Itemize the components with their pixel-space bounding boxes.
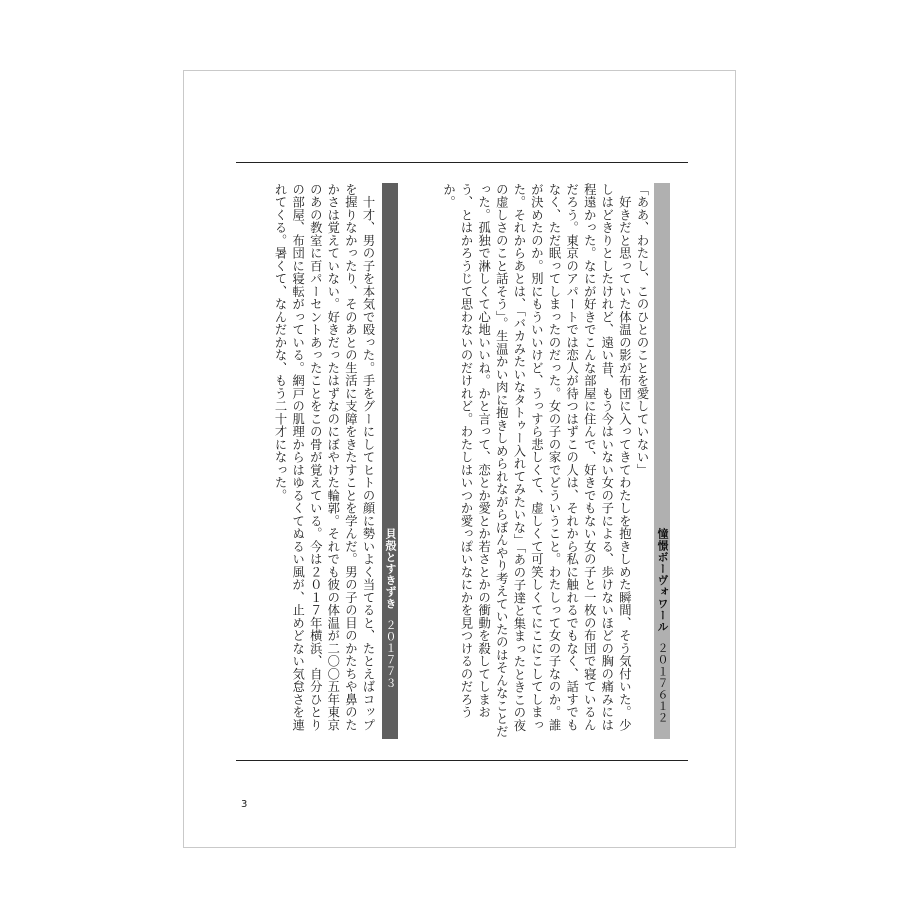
section-body [424, 183, 650, 739]
paragraph: 好きだと思っていた体温の影が布団に入ってきてわたしを抱きしめた瞬間、そう気付いた。少しはどきりとしたけれど、遠い昔、もう今はいない女の子による、歩けないほどの胸の痛みには程遠かった。なにが好きでこんな部屋に住んで、好きでもない女の子と一枚の布団で寝ているんだろう。東京のアパートでは恋人が待つはずこの人は、それから私に触れるでもなく、話すでもなく、ただ眠ってしまったのだった。女の子の家でどういうこと。わたしって女の子なのか。誰が決めたのか。別にもういいけど、うっすら悲しくて、虚しくて可笑しくてにこにこしてしまった。それからあとは、「バカみたいなタトゥー入れてみたいな」「あの子達と集まったときこの夜の虚しさのこと話そう」。生温かい肉に抱きしめられながらぼんやり考えていたのはそんなことだった。孤独で淋しくて心地いいね。かと言って、恋とか愛とか若さとかの衝動を殺してしまおう、とはかろうじて思わないのだけれど。わたしはいつか愛っぽいなにかを見つけるのだろうか。 [441, 183, 632, 738]
section-date: ２０１７６１２ [656, 642, 669, 724]
section-title: 憧憬ボーヴォワール [656, 528, 669, 633]
section-title: 貝殻とすきずき [384, 528, 397, 610]
section-body [250, 183, 376, 739]
section-title-bar [654, 183, 670, 739]
top-rule [236, 162, 688, 163]
paragraph: 十才、男の子を本気で殴った。手をグーにしてヒトの顔に勢いよく当てると、たとえばコップを握りなかったり、そのあとの生活に支障をきたすことを学んだ。男の子の目のかたちや鼻のたかさは覚えていない。好きだったはずなのにぼやけた輪郭。それでも彼の体温が二〇〇五年東京のあの教室に百パーセントあったことをこの骨が覚えている。今は２０１７年横浜、自分ひとりの部屋、布団に寝転がっている。網戸の肌理からはゆるくてぬるい風が、止めどない気怠さを連れてくる。暑くて、なんだかな、もう二十才になった。 [273, 183, 375, 732]
paragraph: 「ああ、わたし、このひとのことを愛していない」 [635, 183, 649, 477]
section-date: ２０１７７３ [384, 619, 397, 689]
section-title-bar [382, 183, 398, 739]
page-number: 3 [241, 799, 248, 810]
bottom-rule [236, 760, 688, 761]
